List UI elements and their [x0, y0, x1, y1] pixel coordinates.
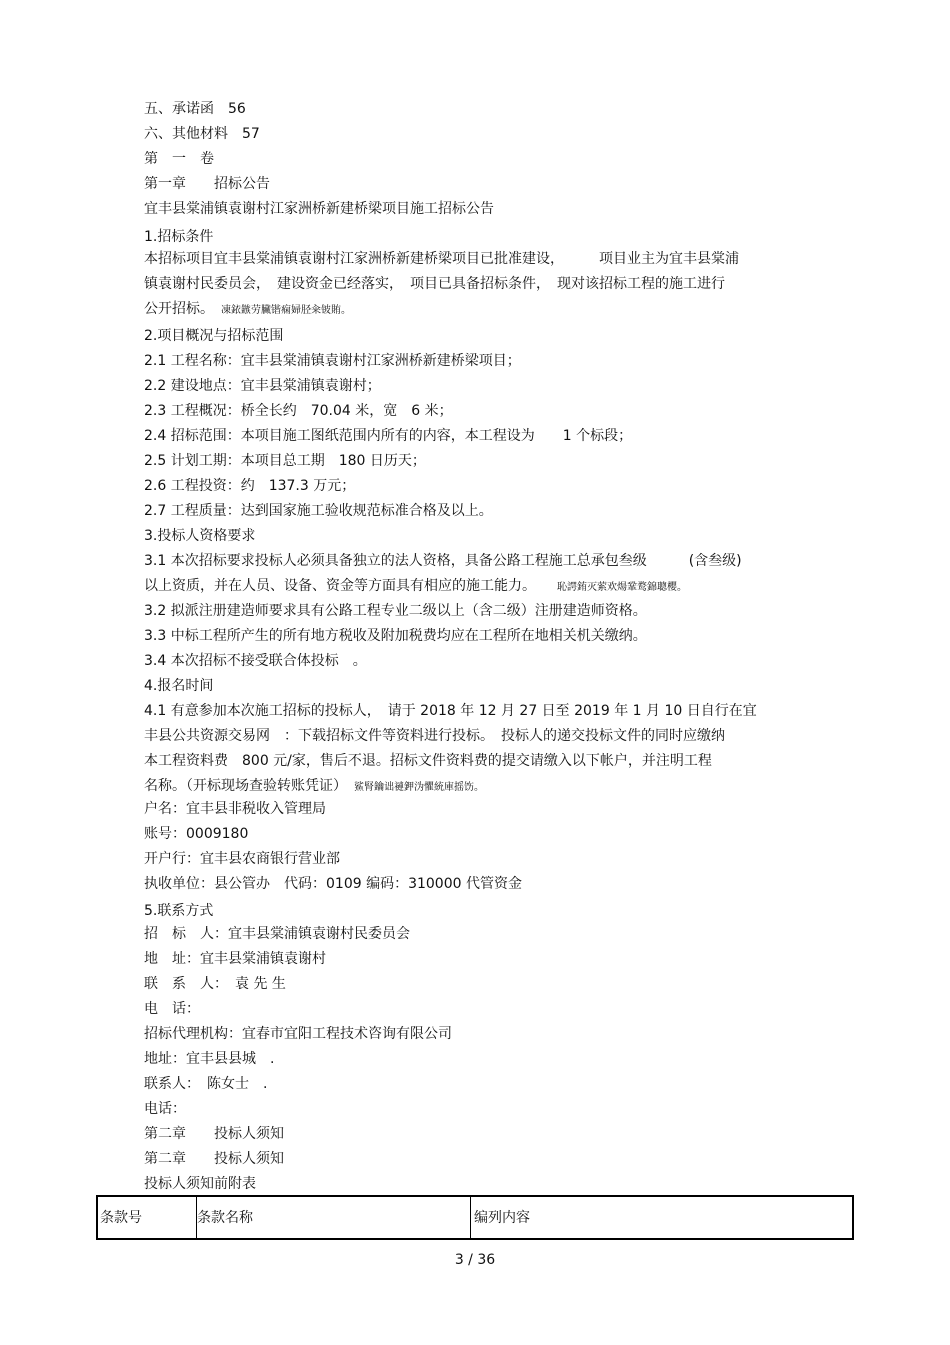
paragraph-line: 镇袁谢村民委员会， 建设资金已经落实， 项目已具备招标条件， 现对该招标工程的施工进行: [144, 276, 725, 292]
paragraph-line: 3.3 中标工程所产生的所有地方税收及附加税费均应在工程所在地相关机关缴纳。: [144, 628, 647, 644]
contact-line: 地址：宜丰县县城 .: [144, 1051, 275, 1067]
paragraph-text: 以上资质，并在人员、设备、资金等方面具有相应的施工能力。: [144, 578, 529, 594]
garbled-note: 鯊腎鑰诎褳鉀沩懼統庫摇饬。: [354, 782, 484, 793]
contact-line: 联 系 人： 袁 先 生: [144, 976, 286, 992]
page-number: 3 / 36: [454, 1252, 496, 1268]
paragraph-line: 3.2 拟派注册建造师要求具有公路工程专业二级以上（含二级）注册建造师资格。: [144, 603, 647, 619]
contact-line: 电 话：: [144, 1001, 200, 1017]
section-heading: 5.联系方式: [144, 903, 214, 919]
chapter-title: 第二章 投标人须知: [144, 1126, 284, 1142]
contact-line: 招 标 人：宜丰县棠浦镇袁谢村民委员会: [144, 926, 410, 942]
paragraph-line: 丰县公共资源交易网 ：下载招标文件等资料进行投标。 投标人的递交投标文件的同时应缴纳: [144, 728, 725, 744]
chapter-title: 第一章 招标公告: [144, 176, 270, 192]
announcement-title: 宜丰县棠浦镇袁谢村江家洲桥新建桥梁项目施工招标公告: [144, 201, 494, 217]
account-number: 账号：0009180: [144, 826, 249, 842]
paragraph-line: 2.6 工程投资：约 137.3 万元；: [144, 478, 356, 494]
paragraph-line: 本招标项目宜丰县棠浦镇袁谢村江家洲桥新建桥梁项目已批准建设， 项目业主为宜丰县棠浦: [144, 251, 739, 267]
section-heading: 2.项目概况与招标范围: [144, 328, 284, 344]
contact-line: 招标代理机构：宜春市宜阳工程技术咨询有限公司: [144, 1026, 452, 1042]
paragraph-line: 2.2 建设地点：宜丰县棠浦镇袁谢村；: [144, 378, 381, 394]
garbled-note: 恥諤銪灭萦欢煬鞏鹜錦聰櫻。: [557, 582, 687, 593]
toc-item: 六、其他材料 57: [144, 126, 260, 142]
paragraph-line: [144, 300, 351, 320]
garbled-note: 凍銥鏃劳臟锴痫婦胫籴铍賄。: [221, 305, 351, 316]
section-heading: 4.报名时间: [144, 678, 214, 694]
bank-name: 开户行：宜丰县农商银行营业部: [144, 851, 340, 867]
table-header-cell: 条款号: [98, 1197, 197, 1238]
contact-line: 地 址：宜丰县棠浦镇袁谢村: [144, 951, 326, 967]
bidder-notice-table: [96, 1195, 854, 1240]
table-caption: 投标人须知前附表: [144, 1176, 256, 1192]
paragraph-line: 2.5 计划工期：本项目总工期 180 日历天；: [144, 453, 426, 469]
chapter-title: 第二章 投标人须知: [144, 1151, 284, 1167]
paragraph-line: [144, 777, 484, 797]
paragraph-line: 2.1 工程名称：宜丰县棠浦镇袁谢村江家洲桥新建桥梁项目；: [144, 353, 521, 369]
table-header-cell: 条款名称: [195, 1197, 471, 1238]
paragraph-line: [144, 577, 687, 597]
paragraph-line: 3.4 本次招标不接受联合体投标 。: [144, 653, 367, 669]
section-heading: 3.投标人资格要求: [144, 528, 256, 544]
paragraph-line: 2.3 工程概况：桥全长约 70.04 米，宽 6 米；: [144, 403, 453, 419]
paragraph-text: 名称。（开标现场查验转账凭证）: [144, 778, 340, 794]
contact-line: 电话：: [144, 1101, 186, 1117]
contact-line: 联系人： 陈女士 .: [144, 1076, 268, 1092]
section-heading: 1.招标条件: [144, 229, 214, 245]
paragraph-line: 2.7 工程质量：达到国家施工验收规范标准合格及以上。: [144, 503, 493, 519]
table-header-cell: 编列内容: [474, 1210, 530, 1226]
paragraph-text: 公开招标。: [144, 301, 207, 317]
toc-item: 五、承诺函 56: [144, 101, 246, 117]
paragraph-line: 3.1 本次招标要求投标人必须具备独立的法人资格，具备公路工程施工总承包叁级 (含叁级): [144, 553, 742, 569]
collector-info: 执收单位：县公管办 代码：0109 编码：310000 代管资金: [144, 876, 522, 892]
volume-title: 第 一 卷: [144, 151, 214, 167]
account-name: 户名：宜丰县非税收入管理局: [144, 801, 326, 817]
paragraph-line: 4.1 有意参加本次施工招标的投标人， 请于 2018 年 12 月 27 日至 2019 年 1 月 10 日自行在宜: [144, 703, 757, 719]
paragraph-line: 2.4 招标范围：本项目施工图纸范围内所有的内容，本工程设为 1 个标段；: [144, 428, 633, 444]
paragraph-line: 本工程资料费 800 元/家，售后不退。招标文件资料费的提交请缴入以下帐户，并注明工程: [144, 753, 712, 769]
